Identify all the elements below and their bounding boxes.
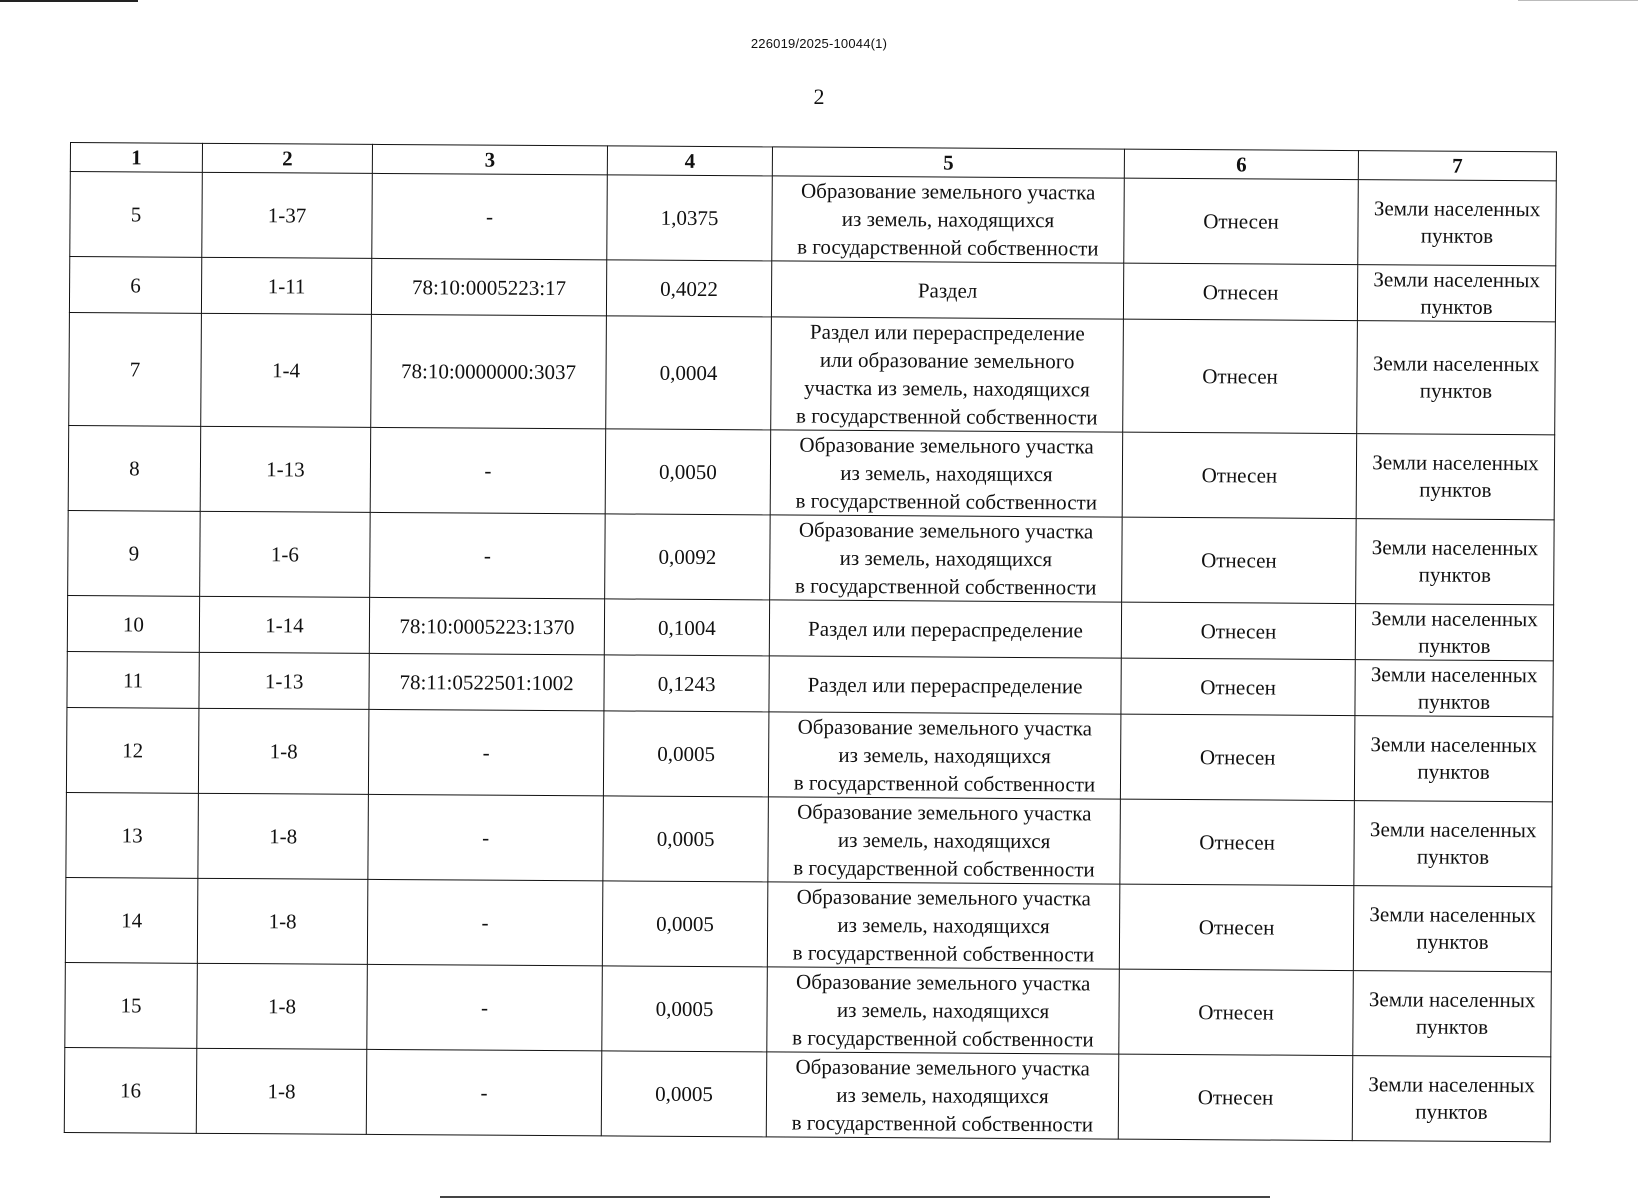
status-cell: Отнесен: [1118, 1054, 1353, 1140]
land-category-cell: Земли населенных пунктов: [1357, 265, 1555, 322]
area-cell: 1,0375: [607, 175, 773, 261]
cadastral-number-cell: 78:11:0522501:1002: [369, 653, 604, 710]
row-number-cell: 9: [68, 510, 201, 596]
row-number-cell: 14: [65, 877, 198, 963]
table-row: [68, 425, 1555, 519]
column-header: 4: [607, 146, 772, 176]
action-cell: Образование земельного участка из земель, находящихся в государственной собственности: [770, 430, 1123, 517]
area-cell: 0,0004: [606, 316, 772, 430]
area-cell: 0,0005: [603, 711, 769, 797]
row-number-cell: 7: [69, 312, 202, 426]
scan-edge-line: [1518, 0, 1638, 1]
action-cell: Образование земельного участка из земель, находящихся в государственной собственности: [766, 1052, 1119, 1139]
area-cell: 0,4022: [606, 260, 771, 317]
column-header: 2: [202, 143, 372, 173]
area-cell: 0,0005: [603, 796, 769, 882]
plot-code-cell: 1-13: [199, 652, 369, 709]
status-cell: Отнесен: [1120, 799, 1355, 885]
page-number: 2: [813, 84, 825, 109]
plot-code-cell: 1-8: [197, 878, 368, 964]
row-number-cell: 10: [67, 595, 199, 652]
area-cell: 0,0005: [602, 881, 768, 967]
plot-code-cell: 1-4: [201, 313, 372, 427]
table-body: [64, 172, 1556, 1142]
status-cell: Отнесен: [1122, 432, 1357, 518]
action-cell: Образование земельного участка из земель, находящихся в государственной собственности: [772, 176, 1125, 263]
cadastral-number-cell: -: [366, 1049, 602, 1135]
table-row: [64, 1047, 1551, 1141]
table-row: [70, 172, 1557, 266]
action-cell: Образование земельного участка из земель, находящихся в государственной собственности: [767, 882, 1120, 969]
land-category-cell: Земли населенных пунктов: [1353, 886, 1552, 972]
action-cell: Образование земельного участка из земель, находящихся в государственной собственности: [768, 797, 1121, 884]
cadastral-number-cell: -: [368, 794, 604, 880]
status-cell: Отнесен: [1121, 602, 1355, 659]
cadastral-number-cell: -: [367, 964, 603, 1050]
plot-code-cell: 1-37: [202, 172, 373, 258]
area-cell: 0,0092: [605, 514, 771, 600]
row-number-cell: 15: [65, 962, 198, 1048]
plot-code-cell: 1-6: [200, 511, 371, 597]
area-cell: 0,1004: [604, 599, 769, 656]
status-cell: Отнесен: [1123, 319, 1358, 433]
cadastral-number-cell: 78:10:0000000:3037: [371, 314, 607, 428]
cadastral-number-cell: -: [372, 173, 608, 259]
status-cell: Отнесен: [1124, 178, 1359, 264]
cadastral-number-cell: 78:10:0005223:17: [371, 258, 606, 315]
status-cell: Отнесен: [1120, 714, 1355, 800]
column-header: 3: [372, 144, 607, 174]
table-row: [66, 792, 1553, 886]
table-row: [67, 651, 1553, 716]
status-cell: Отнесен: [1122, 517, 1357, 603]
plot-code-cell: 1-13: [200, 426, 371, 512]
row-number-cell: 8: [68, 425, 201, 511]
document-registration-number: 226019/2025-10044(1): [750, 36, 888, 51]
cadastral-number-cell: 78:10:0005223:1370: [369, 597, 604, 654]
land-category-cell: Земли населенных пунктов: [1355, 604, 1553, 661]
cadastral-number-cell: -: [368, 709, 604, 795]
action-cell: Раздел или перераспределение или образование земельного участка из земель, находящихся в государственной собственности: [771, 317, 1124, 432]
plot-code-cell: 1-8: [196, 1048, 367, 1134]
land-category-cell: Земли населенных пунктов: [1354, 716, 1553, 802]
table-row: [66, 707, 1553, 801]
status-cell: Отнесен: [1121, 658, 1355, 715]
cadastral-number-cell: -: [370, 427, 606, 513]
land-category-cell: Земли населенных пунктов: [1357, 321, 1556, 435]
row-number-cell: 11: [67, 651, 199, 708]
row-number-cell: 12: [66, 707, 199, 793]
action-cell: Раздел или перераспределение: [769, 656, 1121, 714]
land-category-cell: Земли населенных пунктов: [1352, 1056, 1551, 1142]
row-number-cell: 5: [70, 172, 203, 258]
scan-edge-line: [0, 0, 138, 2]
area-cell: 0,1243: [604, 655, 769, 712]
table-row: [65, 877, 1552, 971]
plot-code-cell: 1-14: [199, 596, 369, 653]
row-number-cell: 13: [66, 792, 199, 878]
column-header: 1: [70, 143, 202, 173]
row-number-cell: 6: [69, 257, 201, 314]
column-header: 7: [1358, 151, 1556, 181]
cadastral-number-cell: -: [367, 879, 603, 965]
area-cell: 0,0005: [602, 966, 768, 1052]
land-category-cell: Земли населенных пунктов: [1356, 519, 1555, 605]
scan-edge-line: [440, 1196, 1270, 1198]
plot-code-cell: 1-11: [201, 257, 371, 314]
table-row: [68, 510, 1555, 604]
land-category-cell: Земли населенных пунктов: [1355, 660, 1553, 717]
status-cell: Отнесен: [1119, 884, 1354, 970]
action-cell: Образование земельного участка из земель, находящихся в государственной собственности: [768, 712, 1121, 799]
land-category-cell: Земли населенных пунктов: [1358, 180, 1557, 266]
cadastral-number-cell: -: [370, 512, 606, 598]
action-cell: Раздел или перераспределение: [769, 600, 1121, 658]
area-cell: 0,0005: [601, 1051, 767, 1137]
table-row: [67, 595, 1553, 660]
land-plots-table: [64, 142, 1557, 1142]
status-cell: Отнесен: [1123, 263, 1357, 320]
action-cell: Раздел: [771, 261, 1123, 319]
row-number-cell: 16: [64, 1047, 197, 1133]
column-header: 5: [772, 147, 1124, 178]
action-cell: Образование земельного участка из земель, находящихся в государственной собственности: [770, 515, 1123, 602]
status-cell: Отнесен: [1119, 969, 1354, 1055]
land-category-cell: Земли населенных пунктов: [1356, 434, 1555, 520]
table-row: [69, 312, 1556, 434]
table-row: [69, 257, 1555, 322]
plot-code-cell: 1-8: [198, 708, 369, 794]
land-category-cell: Земли населенных пунктов: [1353, 971, 1552, 1057]
plot-code-cell: 1-8: [197, 963, 368, 1049]
action-cell: Образование земельного участка из земель, находящихся в государственной собственности: [767, 967, 1120, 1054]
plot-code-cell: 1-8: [198, 793, 369, 879]
column-header: 6: [1124, 149, 1358, 179]
area-cell: 0,0050: [605, 429, 771, 515]
land-category-cell: Земли населенных пунктов: [1354, 801, 1553, 887]
table-row: [65, 962, 1552, 1056]
